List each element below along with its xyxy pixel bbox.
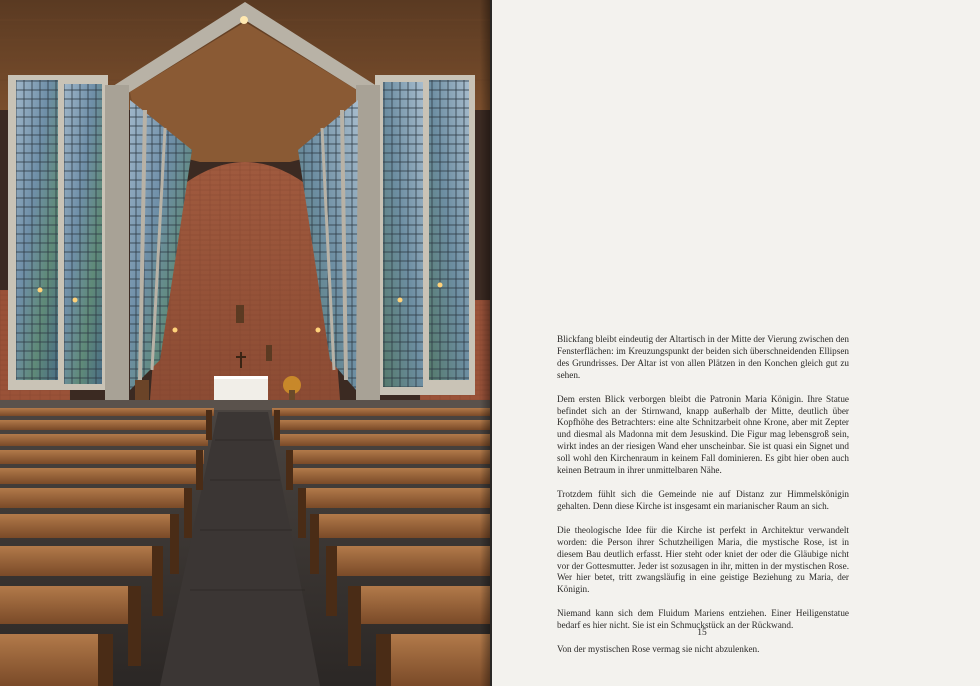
paragraph: Blickfang bleibt eindeutig der Altartisch in der Mitte der Vierung zwischen den Fensterflächen: im Kreuzungspunkt der beiden sich überschneidenden Ellipsen des Grundrisses. Der Altar ist von allen Plätzen in den Konchen gleich gut zu sehen. (557, 334, 849, 380)
paragraph: Niemand kann sich dem Fluidum Mariens entziehen. Einer Heiligenstatue bedarf es hier nicht. Sie ist ein Schmuckstück an der Rückwand. (557, 608, 849, 631)
page-number: 15 (697, 628, 707, 638)
text-page (492, 0, 980, 686)
body-text (557, 334, 849, 668)
paragraph: Trotzdem fühlt sich die Gemeinde nie auf Distanz zur Himmelskönigin gehalten. Denn diese Kirche ist insgesamt ein marianischer Raum an sich. (557, 488, 849, 511)
altar-table (214, 376, 268, 402)
paragraph: Von der mystischen Rose vermag sie nicht abzulenken. (557, 644, 760, 655)
paragraph: Die theologische Idee für die Kirche ist perfekt in Architektur verwandelt worden: die Person ihrer Schutzheiligen Maria, die mystische Rose, ist in diesem Bau deutlich erfasst. Hier steht oder kniet der oder die Gläubige nicht vor der Gottesmutter. Jeder ist sozusagen in ihr, mitten in der mystischen Rose. Wer hier betet, tritt zwangsläufig in eine geistige Beziehung zu Maria, der Königin. (557, 524, 849, 595)
madonna-statue (236, 305, 244, 323)
paragraph: Dem ersten Blick verborgen bleibt die Patronin Maria Königin. Ihre Statue befindet sich an der Stirnwand, knapp außerhalb der Mitte, deutlich über Kopfhöhe des Betrachters: eine alte Schnitzarbeit ohne Krone, aber mit Zepter und diesmal als Madonna mit dem Jesuskind. Die Figur mag lebensgroß sein, wirkt indes an der riesigen Wand eher unscheinbar. Sie ist quasi ein Signet und soll wohl den Kirchenraum in keinem Fall dominieren. Es gibt hier oben auch keinen Betraum in ihrer unmittelbaren Nähe. (557, 393, 849, 476)
altar-cross-icon (240, 352, 242, 368)
ceiling-light-icon (240, 16, 248, 24)
